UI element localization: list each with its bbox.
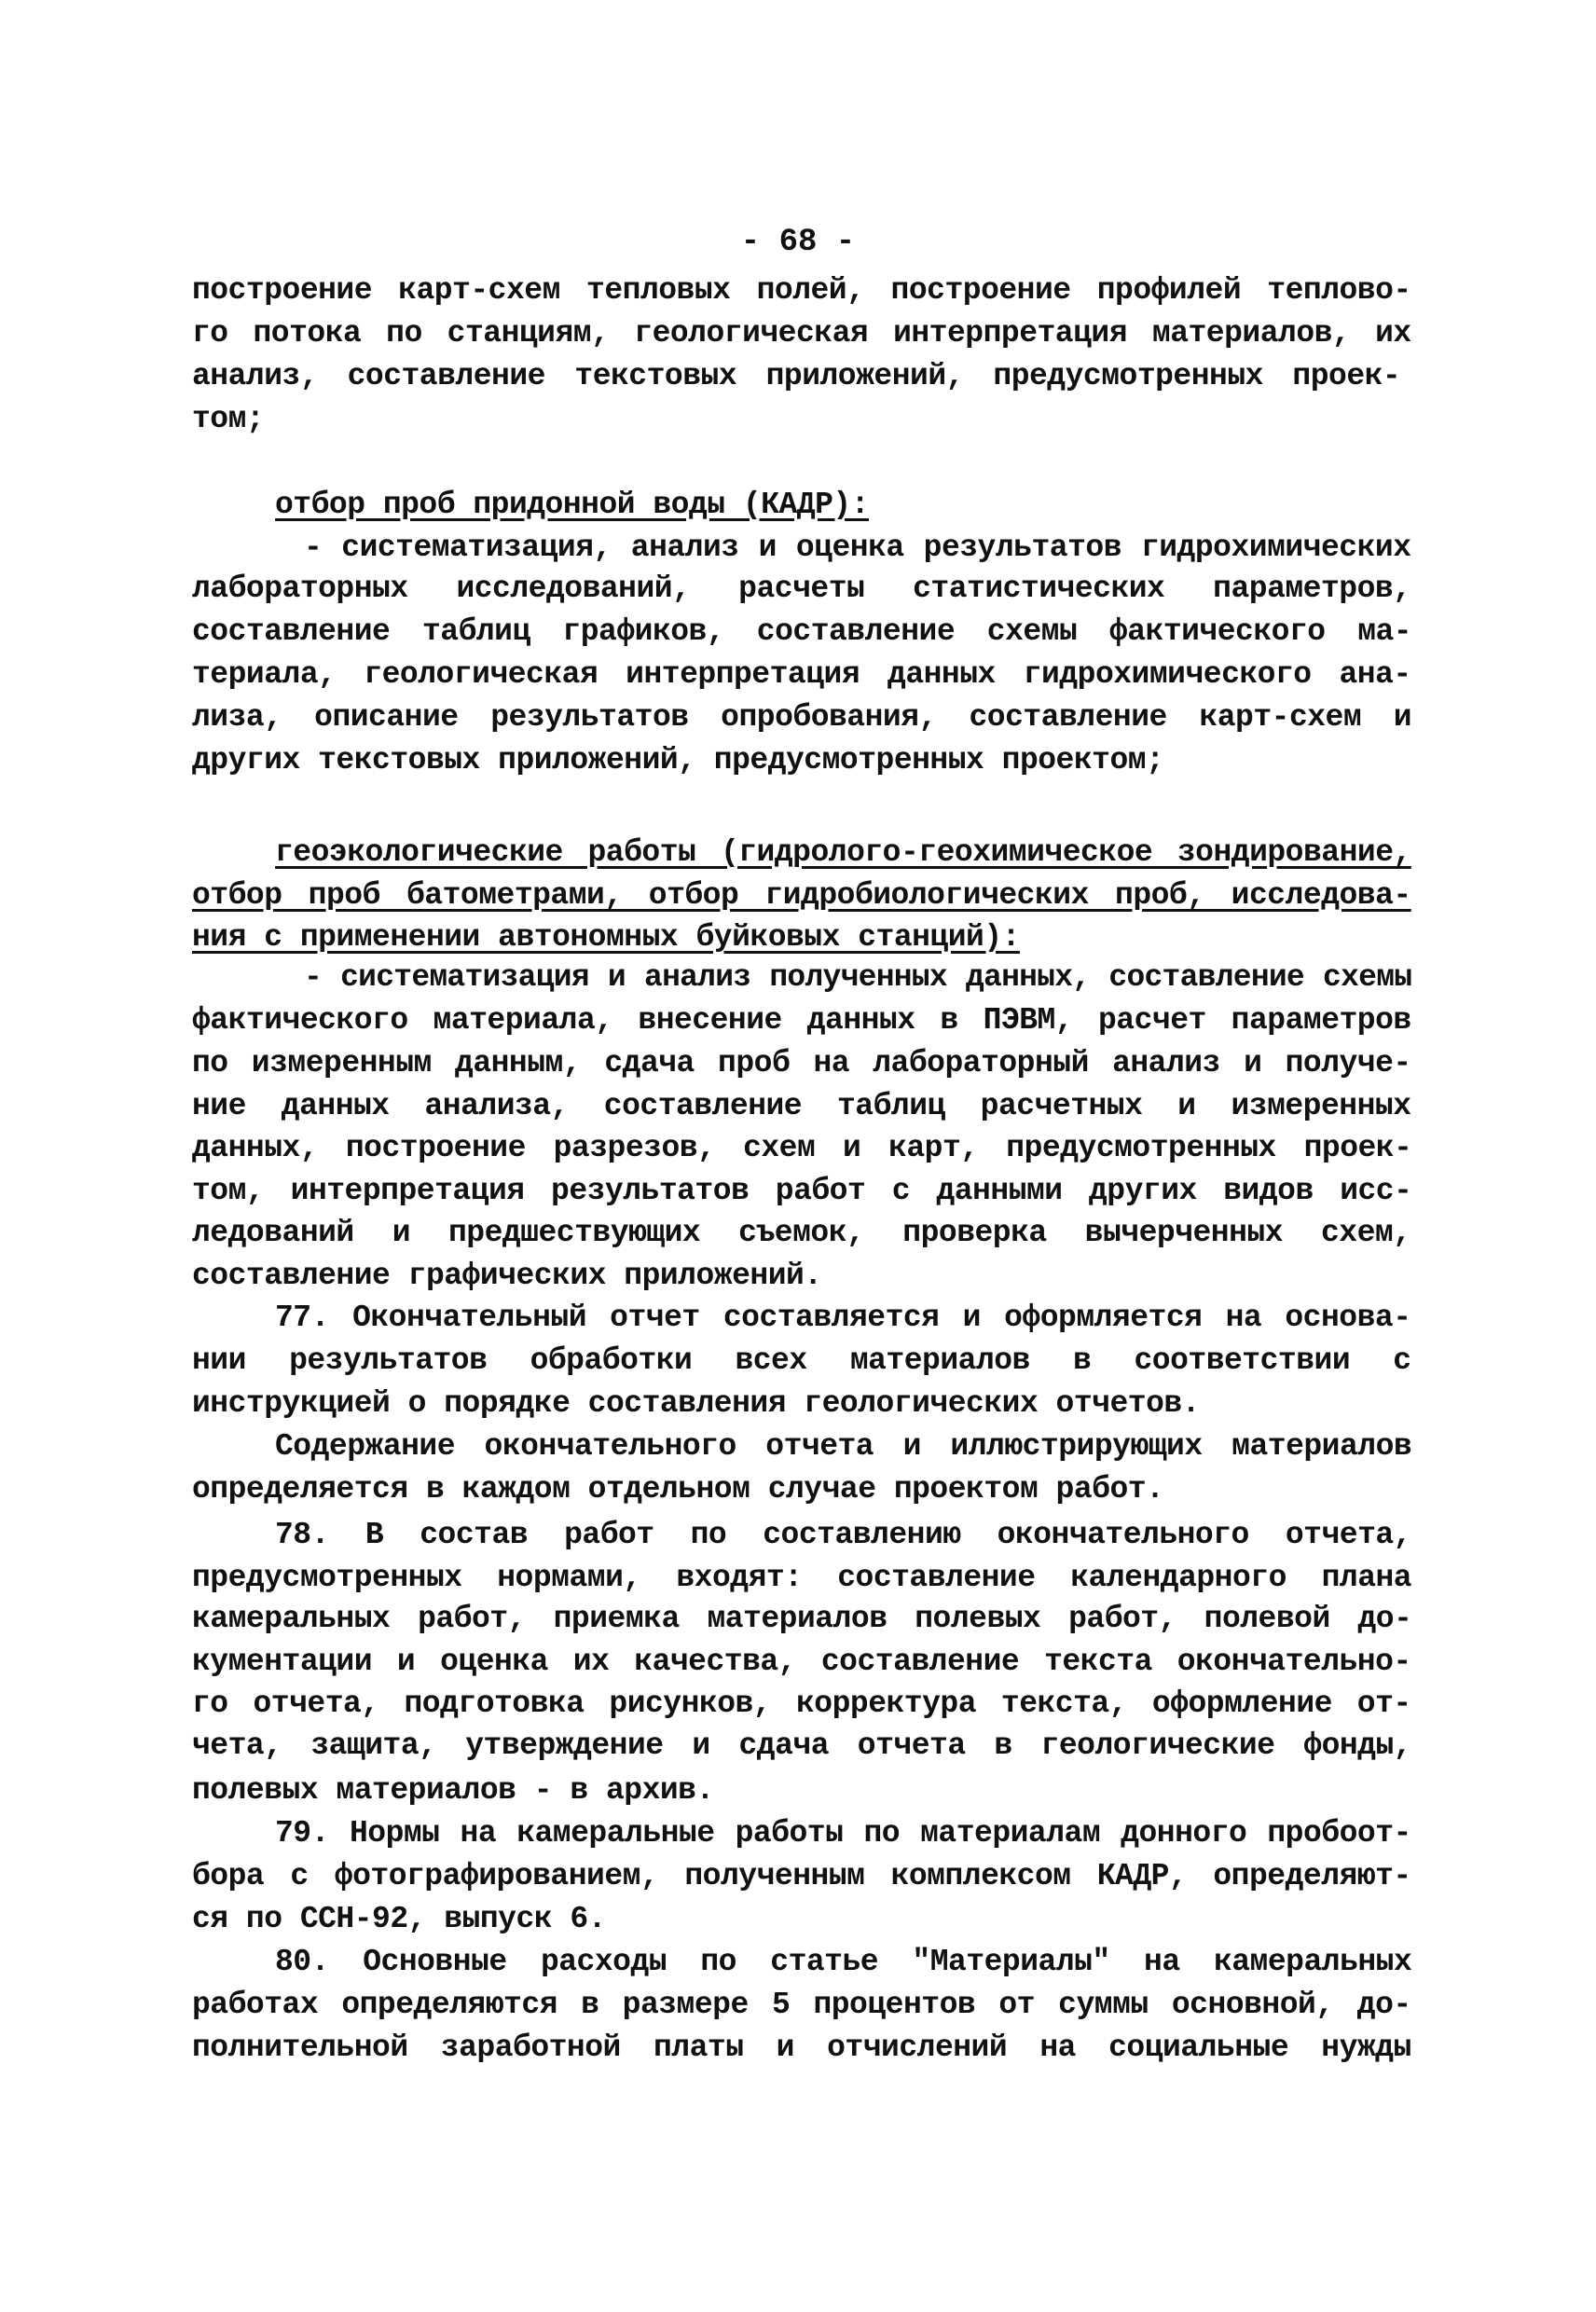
line-text: предусмотренных нормами, входят: составление календарного плана xyxy=(192,1561,1412,1595)
text-line xyxy=(192,1601,1411,1638)
line-text: камеральных работ, приемка материалов полевых работ, полевой до- xyxy=(192,1602,1412,1636)
section-heading-line xyxy=(275,487,1411,524)
section-heading-line xyxy=(275,834,1411,872)
line-text: лиза, описание результатов опробования, составление карт-схем и xyxy=(192,700,1412,735)
line-text: ние данных анализа, составление таблиц расчетных и измеренных xyxy=(192,1089,1411,1123)
line-text: 79. Нормы на камеральные работы по материалам донного пробоот- xyxy=(275,1816,1411,1851)
text-line xyxy=(304,959,1411,997)
line-text: чета, защита, утверждение и сдача отчета в геологические фонды, xyxy=(192,1728,1412,1763)
text-line xyxy=(192,1045,1411,1082)
line-text: ния с применении автономных буйковых станций): xyxy=(192,920,1020,955)
line-text: ледований и предшествующих съемок, проверка вычерченных схем, xyxy=(192,1216,1411,1250)
line-text: том, интерпретация результатов работ с данными других видов исс- xyxy=(192,1174,1412,1208)
line-text: определяется в каждом отдельном случае проектом работ. xyxy=(192,1472,1164,1507)
line-text: отбор проб придонной воды (КАДР): xyxy=(275,488,870,522)
line-text: других текстовых приложений, предусмотренных проектом; xyxy=(192,743,1164,778)
line-text: полнительной заработной платы и отчислений на социальные нужды xyxy=(192,2030,1411,2065)
line-text: анализ, составление текстовых приложений, предусмотренных проек- xyxy=(192,359,1401,393)
text-line xyxy=(192,1173,1411,1210)
text-line xyxy=(275,1944,1411,1981)
text-line xyxy=(192,358,1411,395)
text-line xyxy=(275,1300,1411,1337)
text-line xyxy=(275,1428,1411,1466)
line-text: работах определяются в размере 5 процентов от суммы основной, до- xyxy=(192,1988,1411,2022)
text-line xyxy=(192,1342,1411,1380)
text-line xyxy=(192,1858,1411,1895)
text-line xyxy=(192,1385,1411,1423)
line-text: по измеренным данным, сдача проб на лабораторный анализ и получе- xyxy=(192,1046,1411,1080)
page-number: - 68 - xyxy=(740,225,856,260)
line-text: го потока по станциям, геологическая интерпретация материалов, их xyxy=(192,316,1411,351)
line-text: инструкцией о порядке составления геологических отчетов. xyxy=(192,1386,1200,1421)
section-heading-line xyxy=(192,877,1411,915)
text-line xyxy=(192,1215,1411,1252)
line-text: 78. В состав работ по составлению окончательного отчета, xyxy=(275,1518,1411,1552)
line-text: - систематизация, анализ и оценка результатов гидрохимических xyxy=(304,530,1411,565)
line-text: данных, построение разрезов, схем и карт, предусмотренных проек- xyxy=(192,1131,1412,1165)
text-line xyxy=(192,272,1411,310)
text-line xyxy=(192,1560,1411,1597)
line-text: лабораторных исследований, расчеты статистических параметров, xyxy=(192,571,1411,606)
line-text: нии результатов обработки всех материалов в соответствии с xyxy=(192,1343,1411,1378)
line-text: составление графических приложений. xyxy=(192,1259,822,1293)
line-text: 80. Основные расходы по статье "Материалы" на камеральных xyxy=(275,1945,1412,1979)
line-text: го отчета, подготовка рисунков, корректура текста, оформление от- xyxy=(192,1686,1411,1721)
text-line xyxy=(275,1815,1411,1852)
text-line xyxy=(192,1727,1411,1765)
text-line xyxy=(192,742,1411,779)
text-line xyxy=(192,1471,1411,1508)
line-text: полевых материалов - в архив. xyxy=(192,1773,714,1808)
text-line xyxy=(275,1517,1411,1554)
text-line xyxy=(192,1130,1411,1167)
text-line xyxy=(192,1644,1411,1681)
text-line xyxy=(192,699,1411,736)
text-line xyxy=(192,656,1411,694)
text-line xyxy=(192,2030,1411,2067)
text-line xyxy=(192,613,1411,651)
line-text: построение карт-схем тепловых полей, построение профилей теплово- xyxy=(192,273,1411,308)
text-line xyxy=(192,315,1411,352)
text-line xyxy=(192,1987,1411,2024)
text-line xyxy=(192,1258,1411,1295)
text-line xyxy=(192,401,1411,438)
line-text: отбор проб батометрами, отбор гидробиологических проб, исследова- xyxy=(192,878,1411,913)
line-text: Содержание окончательного отчета и иллюстрирующих материалов xyxy=(275,1429,1412,1464)
line-text: бора с фотографированием, полученным комплексом КАДР, определяют- xyxy=(192,1859,1411,1893)
line-text: фактического материала, внесение данных в ПЭВМ, расчет параметров xyxy=(192,1003,1411,1038)
text-line xyxy=(192,1002,1411,1039)
line-text: - систематизация и анализ полученных данных, составление схемы xyxy=(304,960,1412,995)
text-line xyxy=(192,571,1411,608)
text-line xyxy=(192,1901,1411,1938)
text-line xyxy=(192,1686,1411,1723)
line-text: геоэкологические работы (гидролого-геохимическое зондирование, xyxy=(275,835,1411,870)
text-line xyxy=(304,530,1411,567)
text-line xyxy=(192,1772,1411,1810)
line-text: составление таблиц графиков, составление схемы фактического ма- xyxy=(192,614,1412,649)
line-text: 77. Окончательный отчет составляется и оформляется на основа- xyxy=(275,1300,1411,1335)
line-text: том; xyxy=(192,402,265,436)
section-heading-line xyxy=(192,919,1411,956)
line-text: кументации и оценка их качества, составление текста окончательно- xyxy=(192,1645,1411,1679)
line-text: териала, геологическая интерпретация данных гидрохимического ана- xyxy=(192,657,1411,692)
line-text: ся по ССН-92, выпуск 6. xyxy=(192,1902,606,1936)
text-line xyxy=(192,1088,1411,1125)
